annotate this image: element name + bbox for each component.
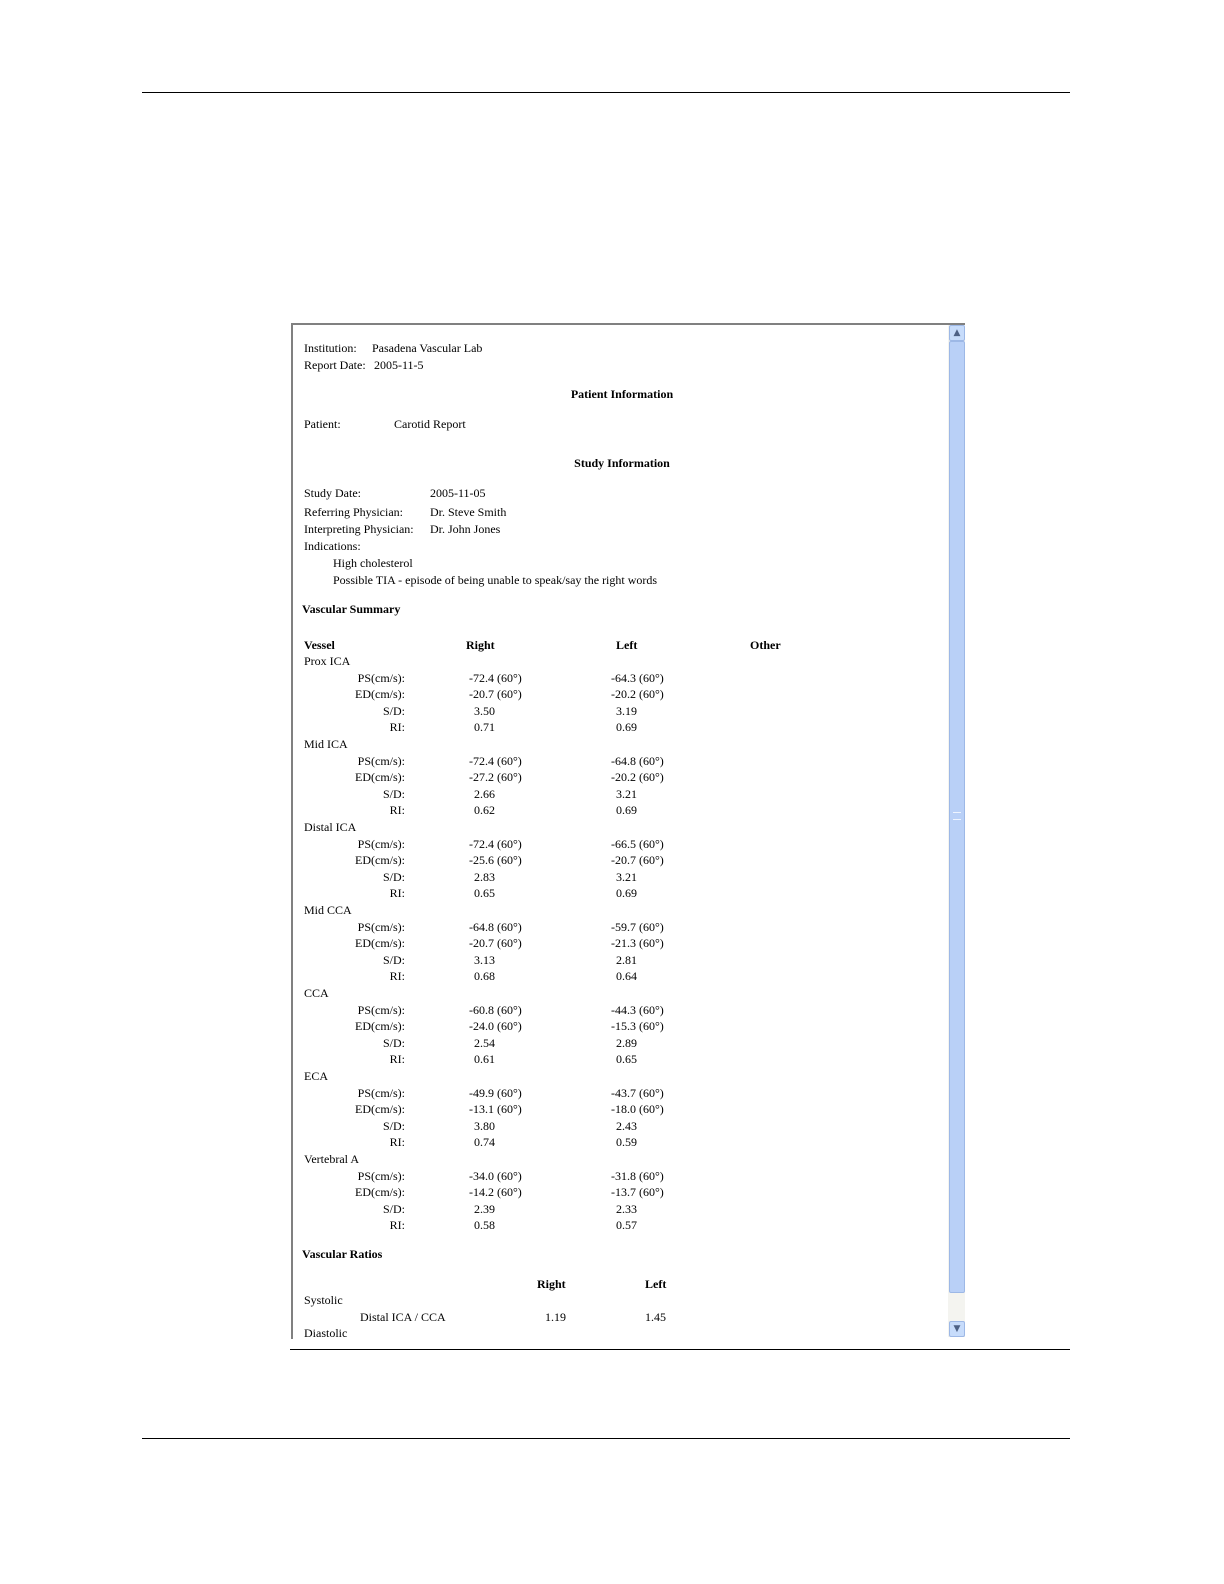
indication-item: High cholesterol [333,556,413,570]
measure-right-value: 3.80 [474,1119,495,1133]
measure-right-value: -27.2 (60°) [469,770,522,784]
measure-left-value: -31.8 (60°) [611,1169,664,1183]
interpreting-physician-value: Dr. John Jones [430,522,501,536]
measure-left-value: -15.3 (60°) [611,1019,664,1033]
measure-right-value: 0.71 [474,720,495,734]
report-date-label: Report Date: [304,358,366,372]
measure-right-value: -64.8 (60°) [469,920,522,934]
measure-right-value: -34.0 (60°) [469,1169,522,1183]
vessel-name: Mid CCA [304,903,352,917]
indications-label: Indications: [304,539,361,553]
measure-label: RI: [389,1135,405,1149]
measure-label: RI: [389,720,405,734]
patient-value: Carotid Report [394,417,466,431]
measure-label: S/D: [382,1119,405,1133]
measure-label: S/D: [382,953,405,967]
measure-left-value: -18.0 (60°) [611,1102,664,1116]
measure-right-value: 2.39 [474,1202,495,1216]
measure-right-value: 2.54 [474,1036,495,1050]
measure-label: RI: [389,969,405,983]
measure-right-value: -24.0 (60°) [469,1019,522,1033]
measure-right-value: -25.6 (60°) [469,853,522,867]
measure-right-value: 0.58 [474,1218,495,1232]
column-header-left: Left [616,638,638,652]
measure-label: ED(cm/s): [355,1102,405,1116]
measure-label: S/D: [382,704,405,718]
measure-right-value: 0.74 [474,1135,495,1149]
measure-right-value: 2.66 [474,787,495,801]
measure-right-value: 3.13 [474,953,495,967]
measure-left-value: -59.7 (60°) [611,920,664,934]
measure-label: ED(cm/s): [355,770,405,784]
ratio-row-right: 1.19 [545,1310,566,1324]
referring-physician-label: Referring Physician: [304,505,403,519]
measure-left-value: 0.59 [616,1135,637,1149]
measure-right-value: 0.61 [474,1052,495,1066]
ratios-header-left: Left [645,1277,667,1291]
measure-right-value: 0.62 [474,803,495,817]
chevron-up-icon: ▲ [953,328,961,338]
measure-right-value: 3.50 [474,704,495,718]
vascular-ratios-heading: Vascular Ratios [302,1247,383,1261]
grip-icon [953,812,961,820]
measure-label: PS(cm/s): [357,920,405,934]
measure-label: S/D: [382,1036,405,1050]
report-viewer[interactable] [291,323,965,1339]
measure-left-value: 0.64 [616,969,637,983]
measure-left-value: 3.19 [616,704,637,718]
vessel-name: Mid ICA [304,737,348,751]
ratio-row-label: Distal ICA / CCA [360,1310,446,1324]
report-date-value: 2005-11-5 [374,358,424,372]
measure-label: ED(cm/s): [355,1185,405,1199]
measure-left-value: 3.21 [616,787,637,801]
measure-label: ED(cm/s): [355,853,405,867]
measure-left-value: 2.81 [616,953,637,967]
scroll-up-button[interactable] [949,325,965,341]
referring-physician-value: Dr. Steve Smith [430,505,507,519]
study-info-heading: Study Information [574,456,670,470]
vertical-scrollbar[interactable] [948,325,965,1337]
measure-left-value: -13.7 (60°) [611,1185,664,1199]
measure-label: PS(cm/s): [357,1086,405,1100]
measure-left-value: 2.43 [616,1119,637,1133]
column-header-vessel: Vessel [304,638,335,652]
measure-label: ED(cm/s): [355,1019,405,1033]
measure-left-value: -20.2 (60°) [611,770,664,784]
vessel-name: Vertebral A [304,1152,359,1166]
patient-info-heading: Patient Information [570,387,674,401]
measure-label: PS(cm/s): [357,1003,405,1017]
measure-left-value: 0.69 [616,803,637,817]
patient-label: Patient: [304,417,341,431]
interpreting-physician-label: Interpreting Physician: [304,522,414,536]
measure-left-value: 2.33 [616,1202,637,1216]
measure-label: PS(cm/s): [357,671,405,685]
measure-right-value: 0.65 [474,886,495,900]
scroll-thumb[interactable] [949,341,965,1293]
measure-right-value: 2.83 [474,870,495,884]
measure-label: S/D: [382,1202,405,1216]
ratios-header-right: Right [537,1277,566,1291]
measure-right-value: -13.1 (60°) [469,1102,522,1116]
vascular-summary-heading: Vascular Summary [302,602,401,616]
diastolic-label: Diastolic [304,1326,348,1337]
page-header-rule [142,92,1070,93]
measure-label: ED(cm/s): [355,936,405,950]
measure-left-value: -20.2 (60°) [611,687,664,701]
study-date-label: Study Date: [304,486,361,500]
measure-left-value: -20.7 (60°) [611,853,664,867]
measure-right-value: -60.8 (60°) [469,1003,522,1017]
chevron-down-icon: ▼ [953,1324,961,1334]
measure-left-value: -43.7 (60°) [611,1086,664,1100]
measure-left-value: -66.5 (60°) [611,837,664,851]
study-date-value: 2005-11-05 [430,486,486,500]
measure-label: RI: [389,803,405,817]
measure-label: PS(cm/s): [357,837,405,851]
institution-label: Institution: [304,341,357,355]
measure-left-value: 0.69 [616,720,637,734]
measure-left-value: 0.57 [616,1218,637,1232]
measure-left-value: -64.8 (60°) [611,754,664,768]
report-content [293,325,941,1337]
measure-right-value: -72.4 (60°) [469,671,522,685]
panel-bottom-rule [290,1349,1070,1350]
measure-right-value: 0.68 [474,969,495,983]
measure-label: RI: [389,886,405,900]
vessel-name: Prox ICA [304,654,351,668]
measure-left-value: -44.3 (60°) [611,1003,664,1017]
measure-right-value: -72.4 (60°) [469,754,522,768]
measure-label: ED(cm/s): [355,687,405,701]
measure-left-value: -64.3 (60°) [611,671,664,685]
measure-left-value: -21.3 (60°) [611,936,664,950]
vessel-name: Distal ICA [304,820,357,834]
measure-right-value: -20.7 (60°) [469,687,522,701]
measure-right-value: -20.7 (60°) [469,936,522,950]
column-header-right: Right [466,638,495,652]
vessel-name: CCA [304,986,329,1000]
measure-label: PS(cm/s): [357,754,405,768]
measure-left-value: 3.21 [616,870,637,884]
measure-label: RI: [389,1052,405,1066]
measure-label: S/D: [382,787,405,801]
measure-label: RI: [389,1218,405,1232]
institution-value: Pasadena Vascular Lab [372,341,483,355]
column-header-other: Other [750,638,781,652]
systolic-label: Systolic [304,1293,343,1307]
measure-left-value: 0.69 [616,886,637,900]
ratio-row-left: 1.45 [645,1310,666,1324]
page-footer-rule [142,1438,1070,1439]
measure-left-value: 2.89 [616,1036,637,1050]
vessel-name: ECA [304,1069,328,1083]
measure-right-value: -49.9 (60°) [469,1086,522,1100]
measure-left-value: 0.65 [616,1052,637,1066]
measure-label: S/D: [382,870,405,884]
scroll-down-button[interactable] [949,1321,965,1337]
measure-right-value: -14.2 (60°) [469,1185,522,1199]
measure-right-value: -72.4 (60°) [469,837,522,851]
measure-label: PS(cm/s): [357,1169,405,1183]
indication-item: Possible TIA - episode of being unable to speak/say the right words [333,573,658,587]
